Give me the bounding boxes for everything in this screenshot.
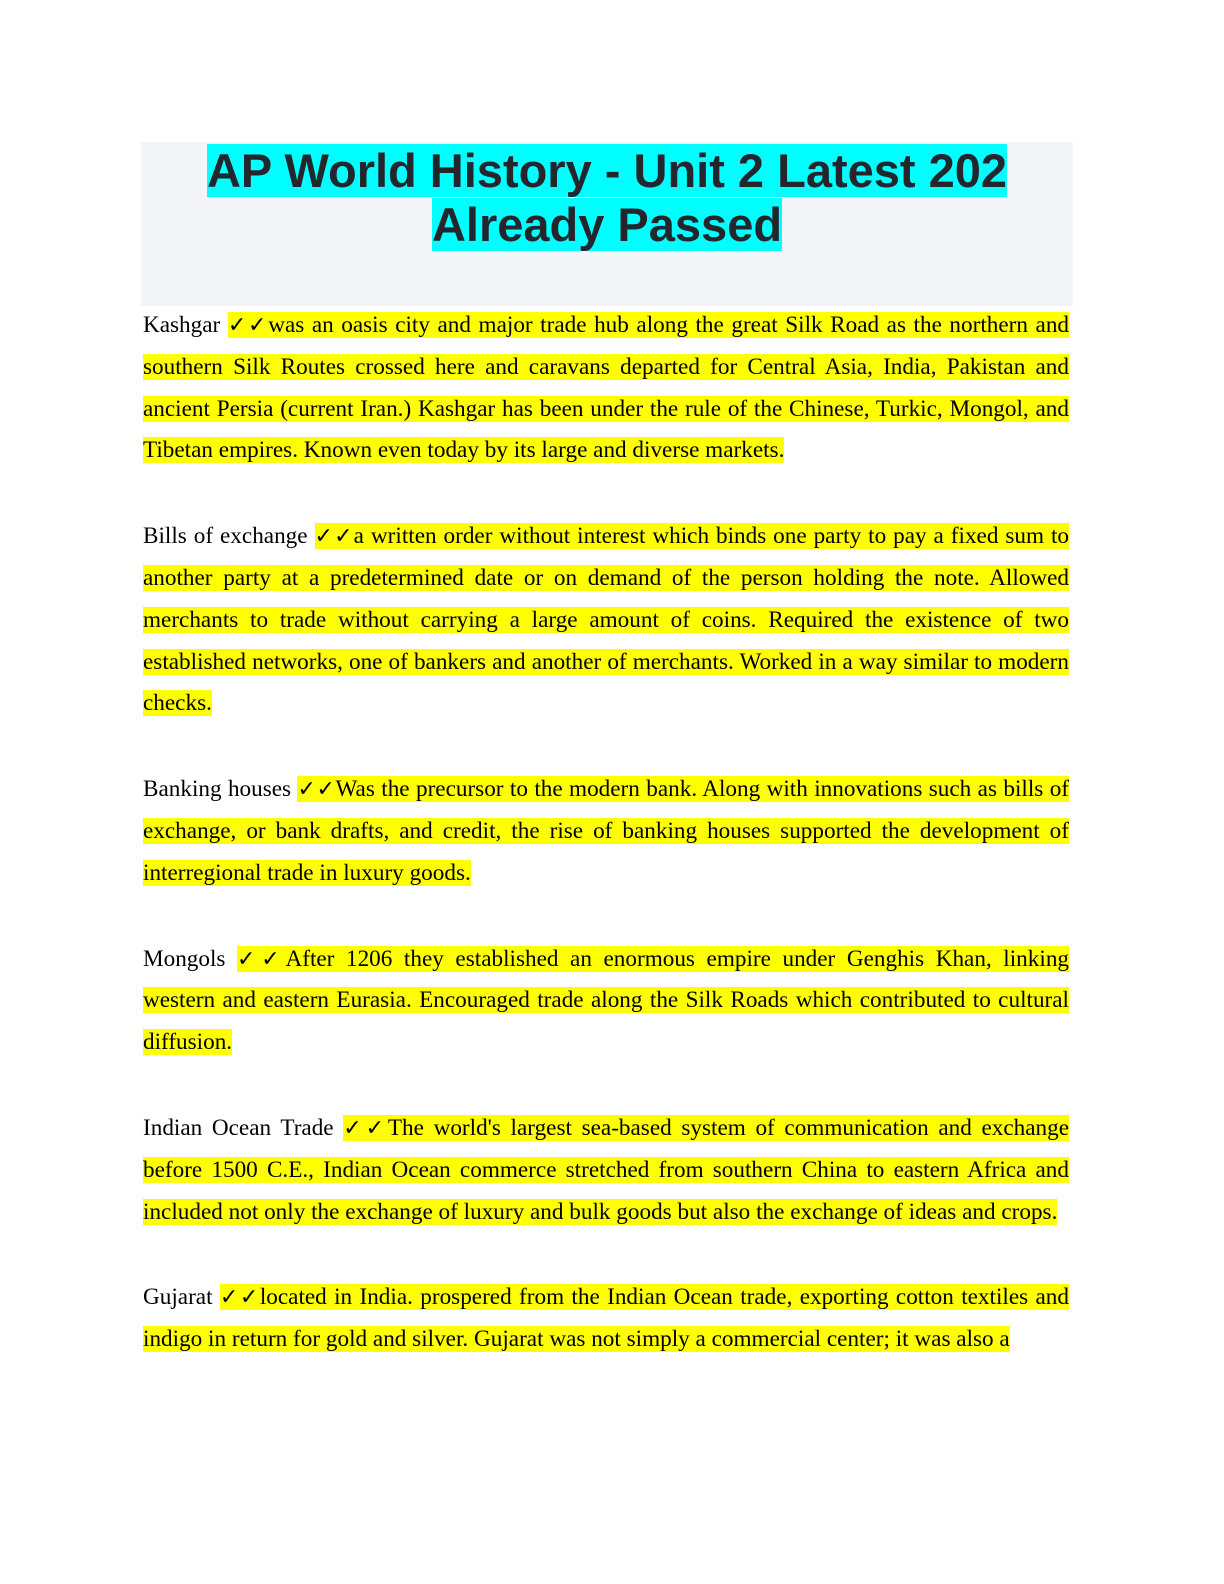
check-mark-icon: ✓✓ bbox=[297, 777, 336, 803]
entry-kashgar bbox=[143, 305, 1069, 472]
flashcard-list bbox=[143, 305, 1069, 1405]
entry-banking-houses bbox=[143, 769, 1069, 894]
title-line-1: AP World History - Unit 2 Latest 202 bbox=[206, 144, 1008, 197]
entry-definition: was an oasis city and major trade hub along the great Silk Road as the northern and southern Silk Routes crossed here and caravans departed for Central Asia, India, Pakistan and ancient Persia (current Iran.) Kashgar has been under the rule of the Chinese, Turkic, Mongol, and Tibetan empires. Known even today by its large and diverse markets. bbox=[143, 312, 1070, 464]
check-mark-icon: ✓✓ bbox=[227, 313, 269, 338]
title-block bbox=[141, 142, 1073, 306]
entry-gujarat bbox=[143, 1277, 1069, 1361]
entry-term: Gujarat bbox=[143, 1284, 213, 1311]
entry-bills-of-exchange bbox=[143, 516, 1069, 725]
entry-term: Indian Ocean Trade bbox=[143, 1114, 334, 1141]
entry-definition: located in India. prospered from the Indian Ocean trade, exporting cotton textiles and indigo in return for gold and silver. Gujarat was not simply a commercial center; it was also a bbox=[143, 1284, 1069, 1353]
check-mark-icon: ✓✓ bbox=[314, 524, 354, 550]
title-line-2: Already Passed bbox=[431, 198, 783, 251]
entry-indian-ocean-trade bbox=[143, 1108, 1069, 1233]
entry-term: Banking houses bbox=[143, 776, 292, 803]
entry-term: Bills of exchange bbox=[143, 523, 308, 550]
check-mark-icon: ✓✓ bbox=[237, 946, 286, 972]
entry-definition: a written order without interest which binds one party to pay a fixed sum to another party at a predetermined date or on demand of the person holding the note. Allowed merchants to trade without carrying a large amount of coins. Required the existence of two established networks, one of bankers and another of merchants. Worked in a way similar to modern checks. bbox=[143, 523, 1070, 717]
entry-term: Kashgar bbox=[143, 312, 221, 338]
entry-definition: Was the precursor to the modern bank. Along with innovations such as bills of exchange, or bank drafts, and credit, the rise of banking houses supported the development of interregional trade in luxury goods. bbox=[143, 776, 1070, 886]
entry-term: Mongols bbox=[143, 945, 226, 972]
entry-mongols bbox=[143, 939, 1069, 1064]
entry-definition: After 1206 they established an enormous empire under Genghis Khan, linking western and eastern Eurasia. Encouraged trade along the Silk Roads which contributed to cultural diffusion. bbox=[143, 945, 1070, 1056]
check-mark-icon: ✓✓ bbox=[343, 1115, 388, 1141]
entry-definition: The world's largest sea-based system of communication and exchange before 1500 C.E., Indian Ocean commerce stretched from southern China to eastern Africa and included not only the exchange of luxury and bulk goods but also the exchange of ideas and crops. bbox=[143, 1114, 1070, 1225]
document-title bbox=[141, 144, 1073, 252]
check-mark-icon: ✓✓ bbox=[219, 1285, 260, 1311]
